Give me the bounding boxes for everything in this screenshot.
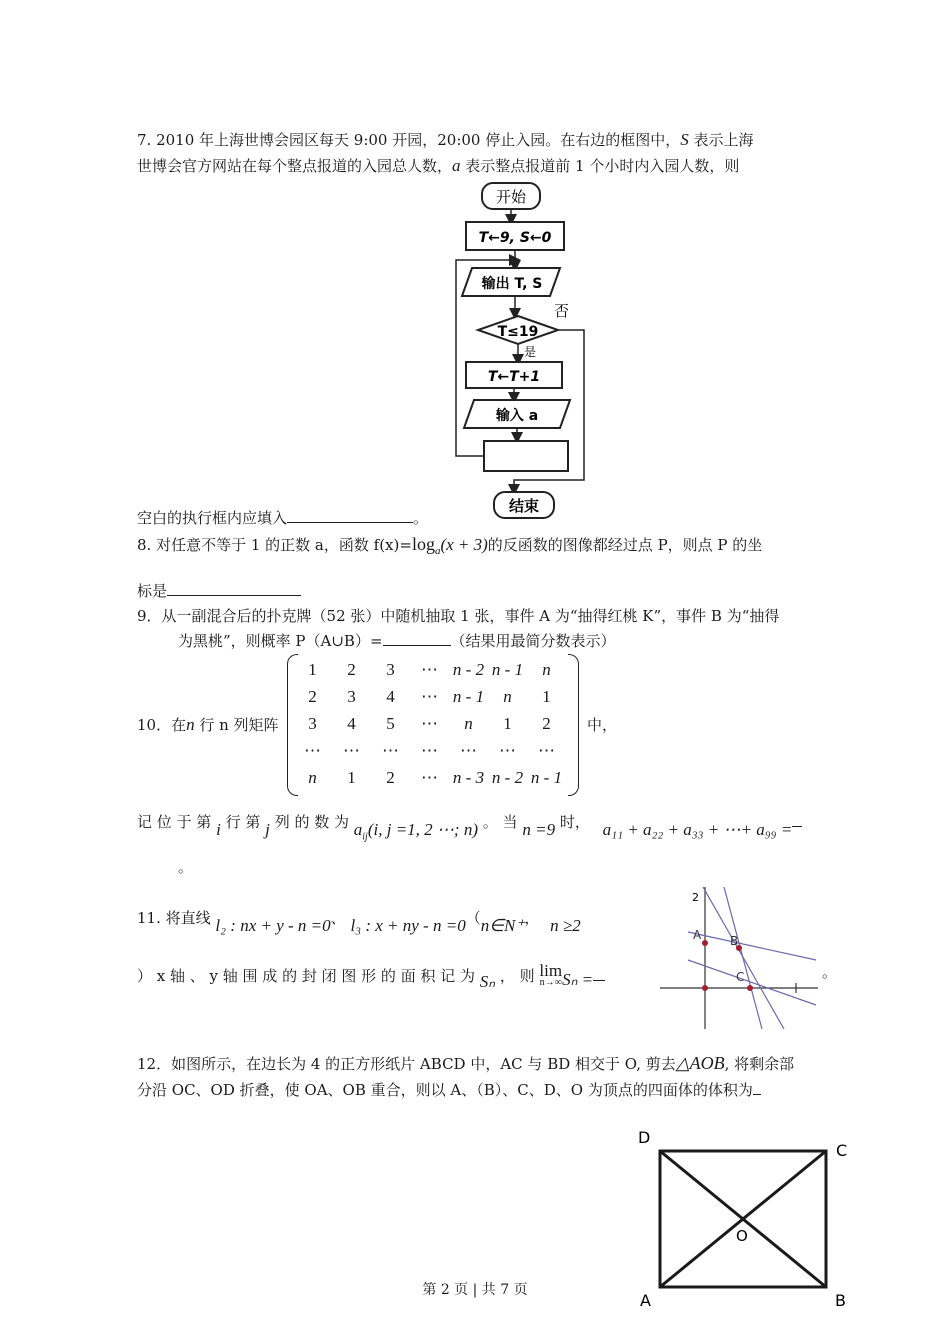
matrix-row [293,737,566,764]
q10-matrix [287,654,579,794]
matrix-cell: 2 [308,686,317,706]
q8-line2: 标是 [137,579,301,602]
matrix-cell: ⋯ [304,740,321,760]
q7-line3: 空白的执行框内应填入 。 [137,506,428,529]
q10-matrix-table [293,656,566,791]
q12-line1: 12．如图所示，在边长为 4 的正方形纸片 ABCD 中，AC 与 BD 相交于 O, 剪去△AOB, 将剩余部 [137,1053,795,1073]
label-b: B [835,1291,846,1310]
label-a: A [693,928,702,942]
label-a: A [640,1291,651,1310]
q10-answer-blank[interactable] [792,810,802,827]
q12-answer-blank[interactable] [753,1078,761,1095]
label-d: D [638,1128,651,1147]
matrix-cell: n - 3 [452,767,485,787]
matrix-row [293,710,566,737]
q8-answer-blank[interactable] [167,579,301,596]
matrix-cell: 3 [386,659,395,679]
matrix-cell: 4 [386,686,395,706]
q11-graph [658,885,820,1031]
label-c: C [736,970,745,984]
matrix-cell: ⋯ [421,740,438,760]
flow-start-label: 开始 [495,188,527,206]
q10-label: 10．在n 行 n 列矩阵 [137,715,279,734]
y-tick-label: 2 [692,891,699,904]
q10-line2: 记 位 于 第 i 行 第 j 列 的 数 为 $a_{ij}(i$, j =1, 2 ⋯; n) 。 当 n =9 时， a₁₁ + a₂₂ + a₃₃ + ⋯+ a₉₉ = [137,810,802,840]
q7-answer-blank[interactable] [287,506,413,523]
flow-input-label: 输入 a [495,408,539,424]
flow-end-label: 结束 [508,497,540,515]
point-a [702,940,708,946]
matrix-cell: n - 1 [491,659,524,679]
matrix-cell: ⋯ [421,713,438,733]
line-shallow-2 [688,960,816,1005]
q9-answer-blank[interactable] [383,629,451,646]
matrix-cell: 1 [503,713,512,733]
q11-line2: ） x 轴 、 y 轴 围 成 的 封 闭 图 形 的 面 积 记 为 Sₙ ， 则 lim n→∞ Sₙ = [137,961,605,987]
matrix-cell: n - 1 [530,767,563,787]
line-steep-2 [724,887,762,1029]
flow-no-label: 否 [554,302,570,320]
label-b: B [730,934,739,948]
matrix-cell: ⋯ [538,740,555,760]
q9-line2: 为黑桃”，则概率 P（A∪B）= （结果用最简分数表示） [178,629,616,652]
q9-line1: 9．从一副混合后的扑克牌（52 张）中随机抽取 1 张，事件 A 为“抽得红桃 K”，事件 B 为“抽得 [137,607,780,625]
q11-line1: 11. 将直线 l₂ : nx + y - n =0、 l₃ : x + ny - n =0（n∈N⁺， n ≥2 [137,909,581,935]
matrix-cell: ⋯ [382,740,399,760]
q7-line1: 7. 2010 年上海世博会园区每天 9:00 开园，20:00 停止入园。在右边的框图中，S 表示上海 [137,130,754,149]
matrix-cell: 2 [347,659,356,679]
matrix-cell: ⋯ [343,740,360,760]
flow-output-label: 输出 T, S [481,276,543,292]
matrix-cell: ⋯ [421,659,438,679]
matrix-cell: 4 [347,713,356,733]
matrix-cell: n [542,659,551,679]
q8-line1: 8. 对任意不等于 1 的正数 a，函数 $f(x)=\log_a(x + 3)$的反函数的图像都经过点 P，则点 P 的坐 [137,534,763,557]
matrix-cell: 5 [386,713,395,733]
q11-answer-blank[interactable] [593,964,605,981]
flowchart [440,180,600,525]
matrix-cell: n [308,767,317,787]
matrix-cell: 2 [542,713,551,733]
matrix-row [293,683,566,710]
point-c [747,985,753,991]
matrix-cell: ⋯ [499,740,516,760]
flow-increment-label: T←T+1 [487,369,541,385]
matrix-row [293,764,566,791]
q11-tail: 。 [822,963,838,981]
label-o: O [736,1227,748,1245]
matrix-row [293,656,566,683]
matrix-cell: n [464,713,473,733]
label-c: C [836,1141,848,1160]
matrix-cell: 1 [542,686,551,706]
matrix-cell: 3 [347,686,356,706]
flow-yes-label: 是 [524,345,537,359]
flow-blank-box [484,441,568,471]
q12-line2: 分沿 OC、OD 折叠，使 OA、OB 重合，则以 A、（B）、C、D、O 为顶点的四面体的体积为 [137,1078,761,1101]
flow-init-label: T←9, S←0 [478,230,552,246]
matrix-cell: 3 [308,713,317,733]
matrix-cell: 2 [386,767,395,787]
matrix-cell: n - 1 [452,686,485,706]
flow-condition-label: T≤19 [497,324,539,340]
q10-suffix: 中， [587,716,618,734]
matrix-cell: 1 [347,767,356,787]
matrix-cell: ⋯ [421,686,438,706]
matrix-cell: n [503,686,512,706]
point-origin [702,985,708,991]
matrix-cell: ⋯ [421,767,438,787]
page-footer: 第 2 页 | 共 7 页 [422,1282,528,1298]
line-shallow-1 [688,932,816,960]
matrix-cell: ⋯ [460,740,477,760]
matrix-cell: n - 2 [452,659,485,679]
q7-line2: 世博会官方网站在每个整点报道的入园总人数，a 表示整点报道前 1 个小时内入园人数，则 [137,156,740,175]
q10-tail: 。 [178,858,194,876]
matrix-cell: n - 2 [491,767,524,787]
matrix-cell: 1 [308,659,317,679]
